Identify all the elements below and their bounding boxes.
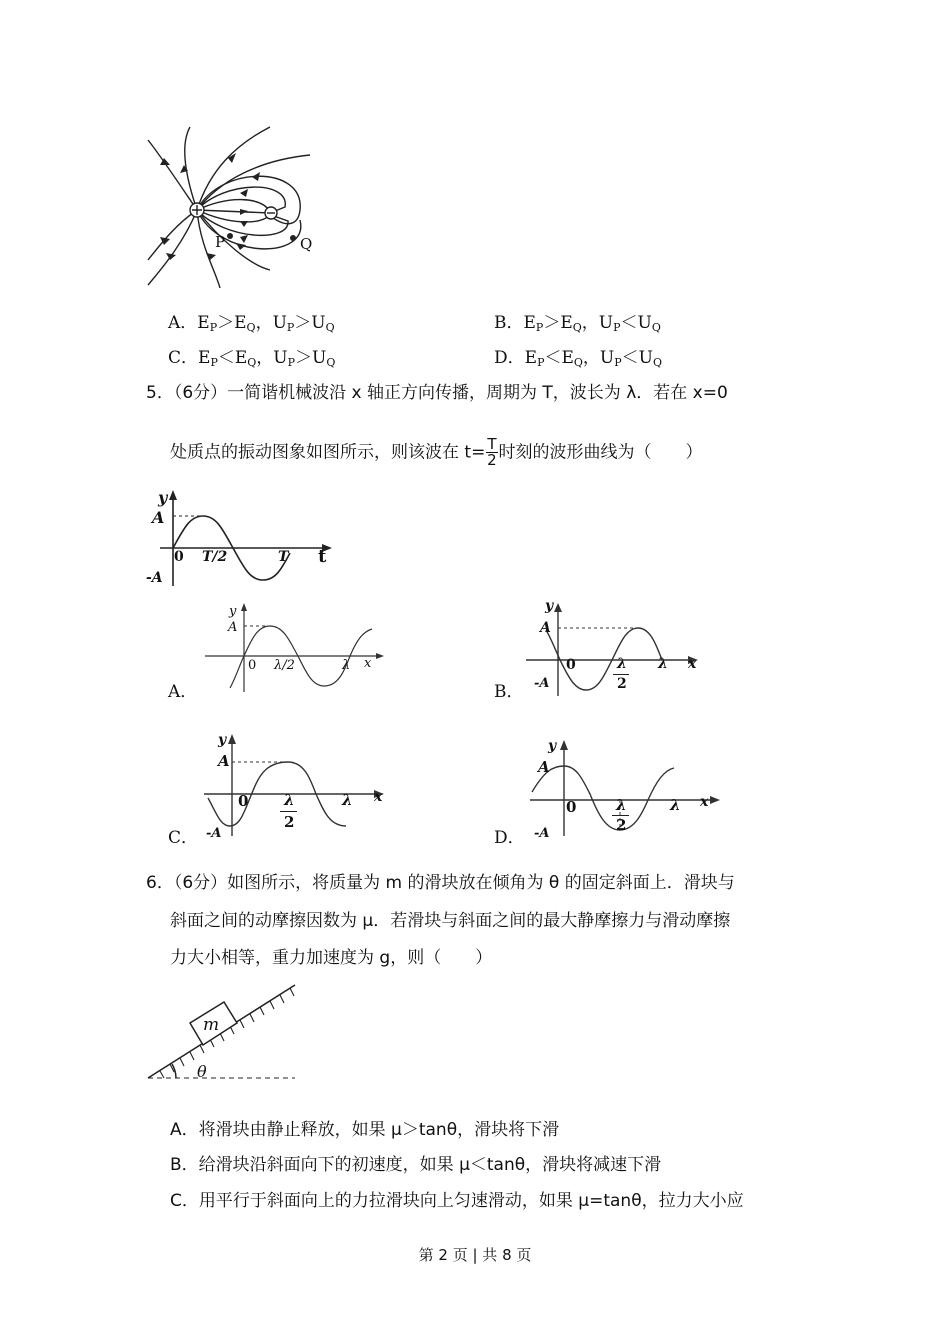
wave-c-amp: A (218, 752, 230, 770)
option-a-label[interactable]: A． (168, 682, 198, 702)
wave-d-lam: λ (616, 796, 627, 814)
wave-b-zero: 0 (566, 657, 576, 673)
wave-d-zero: 0 (566, 798, 577, 816)
wave-b-y: y (545, 598, 554, 614)
vib-y-label: y (158, 488, 168, 507)
point-q-label: Q (300, 235, 313, 253)
vib-zero-label: 0 (174, 549, 184, 565)
option-d-label[interactable]: D． (494, 828, 525, 848)
option-c-label[interactable]: C． (168, 828, 199, 848)
wave-d-two: 2 (616, 816, 627, 834)
wave-b-two: 2 (617, 676, 627, 692)
vib-time-axis-label: t (318, 546, 327, 567)
vibration-graph (140, 488, 340, 590)
wave-a-lambda: λ (342, 658, 351, 673)
wave-graph-c (200, 732, 390, 840)
q5-stem-line2: 处质点的振动图象如图所示，则该波在 t= $\frac{T}{2}$ 时刻的波形曲线为（ ） (170, 435, 703, 469)
q6-stem-line3: 力大小相等，重力加速度为 g，则（ ） (170, 948, 493, 968)
q4-option-d[interactable]: D．$E_P<E_Q$，$U_P<U_Q$ (494, 348, 663, 369)
wave-a-amp: A (228, 620, 238, 635)
vib-neg-a-label: -A (146, 570, 163, 586)
q6-stem-line1: 6．（6分）如图所示，将质量为 m 的滑块放在倾角为 θ 的固定斜面上．滑块与 (146, 873, 735, 893)
wave-b-frac-bar (613, 674, 629, 675)
wave-d-x: x (700, 794, 709, 810)
q5-stem-line1: 5．（6分）一简谐机械波沿 x 轴正方向传播，周期为 T，波长为 λ．若在 x=0 (146, 383, 728, 403)
q6-stem-line2: 斜面之间的动摩擦因数为 μ．若滑块与斜面之间的最大静摩擦力与滑动摩擦 (170, 911, 731, 931)
q4-option-b[interactable]: B．$E_P>E_Q$，$U_P<U_Q$ (494, 313, 661, 334)
vib-a-label: A (152, 508, 165, 527)
wave-b-x: x (688, 656, 697, 672)
wave-a-zero: 0 (248, 658, 257, 673)
wave-b-lambda: λ (658, 656, 668, 672)
wave-a-half-lambda: λ/2 (274, 658, 295, 673)
wave-d-neg-amp: -A (534, 826, 550, 841)
wave-b-lam: λ (617, 656, 627, 672)
incline-diagram (140, 980, 310, 1085)
wave-c-two: 2 (284, 813, 295, 831)
wave-d-amp: A (538, 758, 550, 776)
wave-d-y: y (548, 738, 557, 754)
wave-c-y: y (218, 732, 227, 748)
q4-option-a[interactable]: A．$E_P>E_Q$，$U_P>U_Q$ (168, 313, 335, 334)
wave-d-lambda: λ (670, 796, 681, 814)
wave-a-x: x (364, 656, 372, 671)
vib-half-t-label: T/2 (202, 549, 228, 565)
q6-option-c[interactable]: C．用平行于斜面向上的力拉滑块向上匀速滑动，如果 μ=tanθ，拉力大小应 (170, 1191, 744, 1211)
point-p-label: P (215, 233, 226, 251)
page-footer: 第 2 页 | 共 8 页 (418, 1246, 532, 1264)
wave-b-neg-amp: -A (534, 676, 550, 691)
option-b-label[interactable]: B． (494, 682, 524, 702)
electric-field-diagram (140, 125, 340, 290)
wave-c-frac-bar (280, 811, 297, 812)
wave-c-lam: λ (284, 791, 295, 809)
block-mass-label: m (203, 1015, 220, 1035)
vib-t-label: T (278, 549, 289, 565)
wave-b-amp: A (540, 620, 551, 636)
wave-c-neg-amp: -A (206, 826, 222, 841)
q4-option-c[interactable]: C．$E_P<E_Q$，$U_P>U_Q$ (168, 348, 336, 369)
wave-a-y: y (229, 604, 237, 619)
wave-c-zero: 0 (238, 792, 249, 810)
q6-option-a[interactable]: A．将滑块由静止释放，如果 μ＞tanθ，滑块将下滑 (170, 1120, 560, 1140)
wave-c-lambda: λ (342, 791, 353, 809)
wave-c-x: x (374, 789, 383, 805)
t-half-fraction: $\frac{T}{2}$ (487, 435, 497, 469)
incline-angle-label: θ (197, 1062, 207, 1081)
q6-option-b[interactable]: B．给滑块沿斜面向下的初速度，如果 μ＜tanθ，滑块将减速下滑 (170, 1155, 662, 1175)
